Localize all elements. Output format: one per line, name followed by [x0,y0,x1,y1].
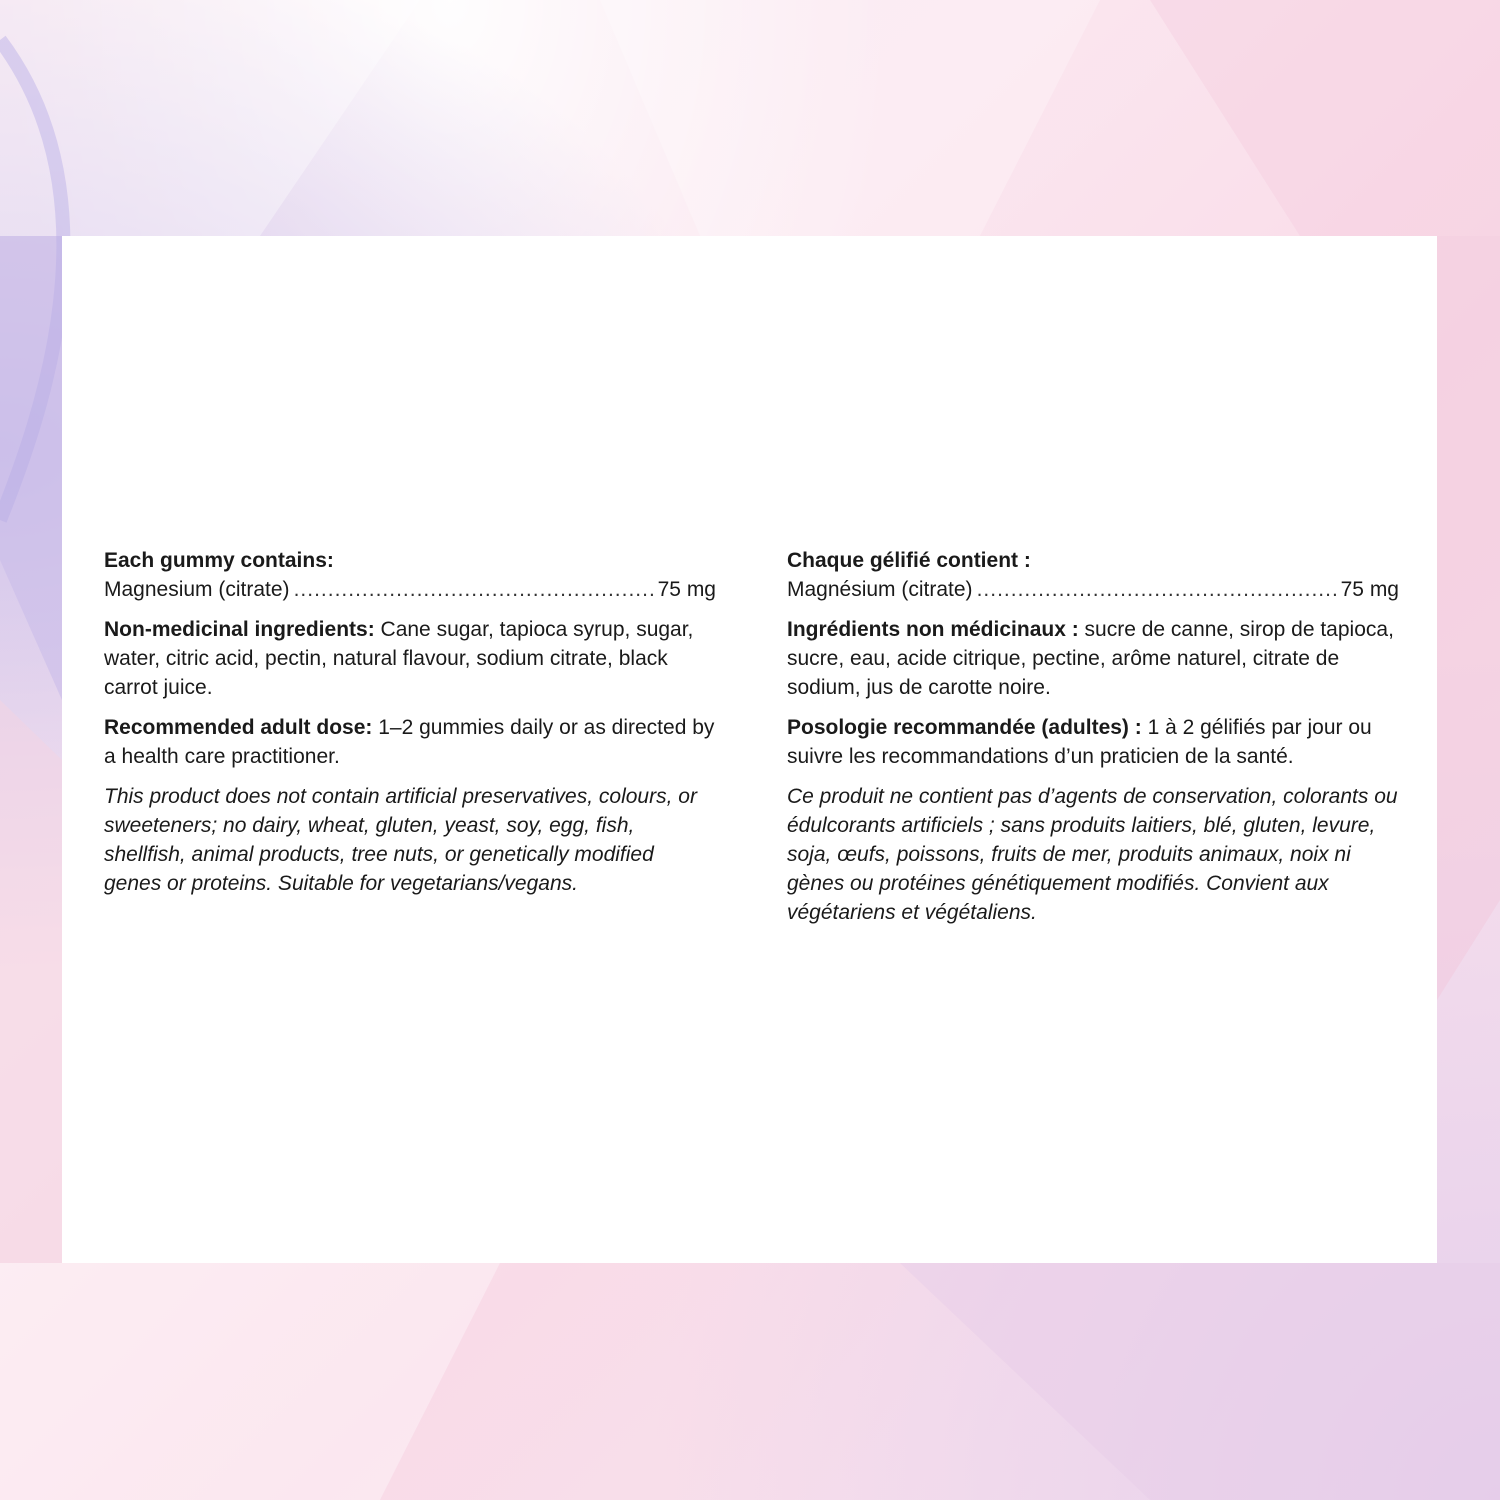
english-label-column [104,546,716,898]
recommended-dose [104,713,716,771]
product-disclaimer: This product does not contain artificial preservatives, colours, or sweeteners; no dairy, wheat, gluten, yeast, soy, egg, fish, shellfish, animal products, tree nuts, or genetically modified genes or proteins. Suitable for vegetarians/vegans. [104,785,697,895]
ingredient-row-fr [787,575,1399,604]
product-disclaimer-fr: Ce produit ne contient pas d’agents de conservation, colorants ou édulcorants artificiels ; sans produits laitiers, blé, gluten, levure, soja, œufs, poissons, fruits de mer, produits animaux, noix ni gènes ou protéines génétiquement modifiés. Convient aux végétariens et végétaliens. [787,785,1398,924]
ingredient-name-fr: Magnésium (citrate) [787,578,973,601]
contains-heading-fr: Chaque gélifié contient : [787,549,1031,572]
recommended-dose-fr [787,713,1399,771]
french-label-column [787,546,1399,927]
leader-dots-fr [977,575,1337,604]
non-medicinal-ingredients [104,615,716,702]
leader-dots [294,575,654,604]
contains-heading: Each gummy contains: [104,549,334,572]
non-medicinal-text-fr: sucre de canne, sirop de tapioca, sucre, eau, acide citrique, pectine, arôme naturel, citrate de sodium, jus de carotte noire. [787,618,1394,699]
non-medicinal-heading-fr: Ingrédients non médicinaux : [787,618,1079,641]
dose-text: 1–2 gummies daily or as directed by a health care practitioner. [104,716,715,768]
ingredient-name: Magnesium (citrate) [104,578,290,601]
non-medicinal-heading: Non-medicinal ingredients: [104,618,375,641]
medicinal-ingredients-block-fr [787,546,1399,604]
product-label-card [62,236,1437,1263]
non-medicinal-ingredients-fr [787,615,1399,702]
dose-heading-fr: Posologie recommandée (adultes) : [787,716,1142,739]
non-medicinal-text: Cane sugar, tapioca syrup, sugar, water, citric acid, pectin, natural flavour, sodium citrate, black carrot juice. [104,618,694,699]
dose-heading: Recommended adult dose: [104,716,373,739]
dose-text-fr: 1 à 2 gélifiés par jour ou suivre les recommandations d’un praticien de la santé. [787,716,1372,768]
ingredient-amount-fr: 75 mg [1340,578,1399,601]
ingredient-row [104,575,716,604]
medicinal-ingredients-block [104,546,716,604]
ingredient-amount: 75 mg [657,578,716,601]
